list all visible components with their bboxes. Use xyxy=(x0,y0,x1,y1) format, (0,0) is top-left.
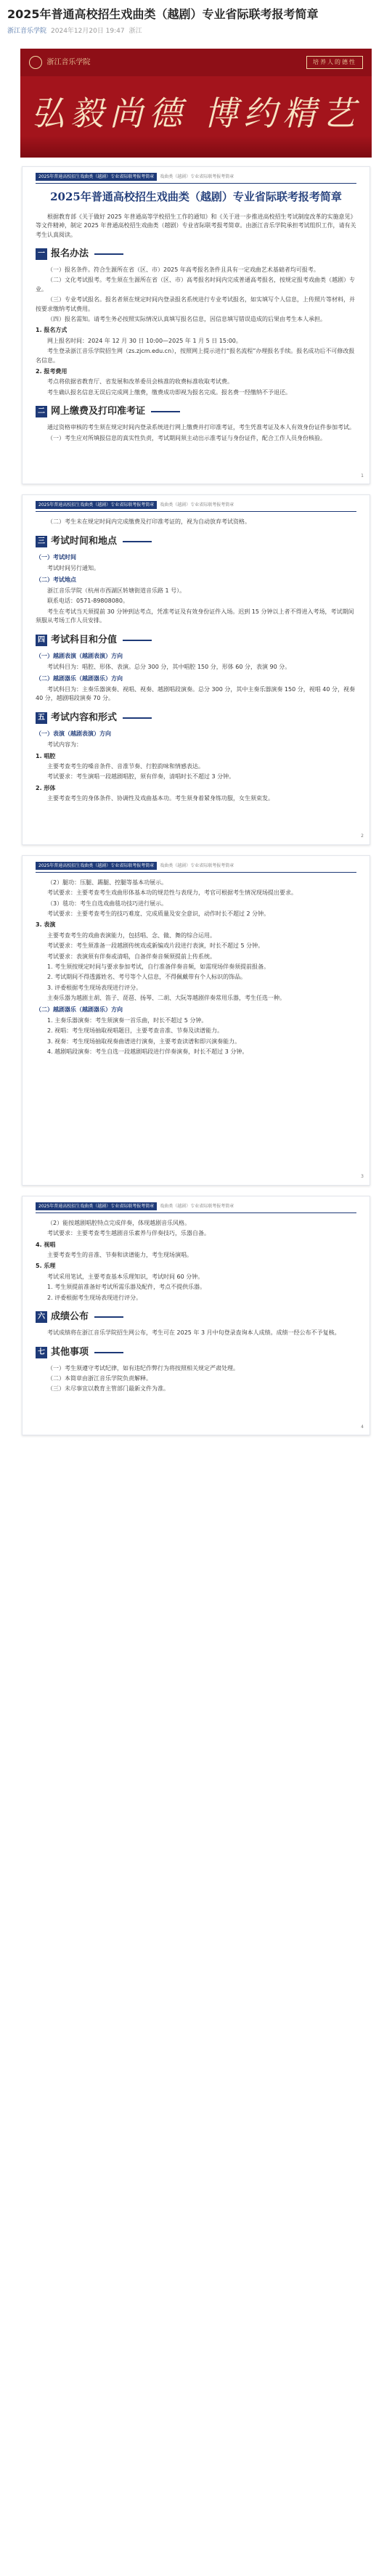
logo-text: 浙江音乐学院 xyxy=(46,57,91,66)
paragraph: （一）考生须遵守考试纪律，如有违纪作弊行为将按照相关规定严肃处理。 xyxy=(47,1364,239,1371)
doc-page-3 xyxy=(22,855,370,1186)
section-heading-4 xyxy=(36,633,356,648)
doc-header xyxy=(36,862,356,873)
motto-box: 培养人的德性 xyxy=(306,56,363,69)
paragraph: 考试科目为：主奏乐器演奏、视唱、视奏、越剧唱段演奏。总分 300 分，其中主奏乐器演奏 150 分，视唱 40 分，视奏 40 分，越剧唱段演奏 70 分。 xyxy=(36,685,355,702)
doc-page-2 xyxy=(22,494,370,845)
paragraph: 2. 评委根据考生现场表现进行评分。 xyxy=(47,1294,142,1301)
section-number: 一 xyxy=(36,248,47,260)
section-heading-6 xyxy=(36,1310,356,1324)
blank-area xyxy=(36,1059,356,1175)
blank-area xyxy=(36,805,356,834)
subhead: 4. 视唱 xyxy=(36,1241,56,1248)
section-number: 三 xyxy=(36,536,47,547)
section-number: 六 xyxy=(36,1311,47,1323)
doc-header-crumb: 戏曲类（越剧）专业省际联考报考简章 xyxy=(160,863,234,868)
section-bar xyxy=(123,541,152,542)
paragraph: 考试要求：主要考查考生越剧音乐素养与伴奏技巧，乐器自备。 xyxy=(47,1230,210,1237)
section-bar xyxy=(94,253,123,255)
section-heading-7 xyxy=(36,1345,356,1360)
banner-slogan: 弘毅尚德 博约精艺 xyxy=(30,93,362,133)
item-title: （一）越剧表演（越剧表演）方向 xyxy=(36,652,123,659)
paragraph: （三）未尽事宜以教育主管部门最新文件为准。 xyxy=(47,1385,169,1393)
section-bar xyxy=(123,640,152,641)
paragraph: （二）考生未在规定时间内完成缴费及打印准考证的，视为自动放弃考试资格。 xyxy=(47,518,250,526)
doc-header-crumb: 戏曲类（越剧）专业省际联考报考简章 xyxy=(160,174,234,179)
article-header xyxy=(0,0,392,41)
paragraph: （三）专业考试报名。报名者须在规定时间内登录报名系统进行专业考试报名，如实填写个人信息，上传照片等材料，并按要求缴纳考试费用。 xyxy=(36,296,355,312)
subhead: 2. 形体 xyxy=(36,784,56,791)
doc-header-badge: 2025年普通高校招生戏曲类（越剧）专业省际联考报考简章 xyxy=(36,173,157,181)
paragraph: 考试要求：考生须准备一段越剧传统戏或新编戏片段进行表演，时长不超过 5 分钟。 xyxy=(47,942,264,950)
doc-page-4 xyxy=(22,1196,370,1435)
section-title: 报名办法 xyxy=(51,248,89,259)
page-number: 4 xyxy=(361,1424,364,1430)
doc-header xyxy=(36,1202,356,1213)
section-title: 考试科目和分值 xyxy=(51,634,118,645)
paragraph: 主要考查考生的音准、节奏和读谱能力，考生现场演唱。 xyxy=(47,1252,192,1259)
page-number: 1 xyxy=(361,473,364,478)
subhead: 1. 唱腔 xyxy=(36,752,56,759)
paragraph: 通过资格审核的考生须在规定时间内登录系统进行网上缴费并打印准考证，考生凭准考证及本人有效身份证件参加考试。 xyxy=(47,424,355,431)
paragraph: 网上报名时间：2024 年 12 月 30 日 10:00—2025 年 1 月 5 日 15:00。 xyxy=(47,337,242,344)
subhead: 1. 报名方式 xyxy=(36,327,68,334)
section-number: 五 xyxy=(36,712,47,724)
article-source[interactable]: 浙江音乐学院 xyxy=(7,27,47,35)
item-title: （二）考试地点 xyxy=(36,576,76,583)
paragraph: 考试科目为：唱腔、形体、表演。总分 300 分，其中唱腔 150 分，形体 60 分，表演 90 分。 xyxy=(47,664,291,671)
article-date: 2024年12月20日 19:47 xyxy=(51,27,125,35)
doc-page-1 xyxy=(22,166,370,484)
paragraph: 考试采用笔试，主要考查基本乐理知识，考试时间 60 分钟。 xyxy=(47,1273,204,1280)
paragraph: （2）腿功：压腿、踢腿、控腿等基本功展示。 xyxy=(47,879,168,886)
paragraph: （二）本简章由浙江音乐学院负责解释。 xyxy=(47,1375,152,1382)
section-number: 四 xyxy=(36,635,47,646)
paragraph: 3. 评委根据考生现场表现进行评分。 xyxy=(47,984,142,991)
paragraph: 考生确认报名信息无误后完成网上缴费，缴费成功即视为报名完成。报名费一经缴纳不予退还。 xyxy=(47,388,291,396)
paragraph: 主要考查考生的嗓音条件、音准节奏、行腔韵味和情感表达。 xyxy=(47,763,204,770)
paragraph: 考试内容为： xyxy=(47,741,82,749)
paragraph: 主要考查考生的身体条件、协调性及戏曲基本功。考生须身着紧身练功服，女生须束发。 xyxy=(47,795,274,802)
paragraph: 考试时间另行通知。 xyxy=(47,565,99,572)
doc-header-badge: 2025年普通高校招生戏曲类（越剧）专业省际联考报考简章 xyxy=(36,1202,157,1210)
subhead: 3. 表演 xyxy=(36,921,56,929)
item-title: （一）考试时间 xyxy=(36,553,76,561)
paragraph: 1. 主奏乐器演奏：考生须演奏一首乐曲，时长不超过 5 分钟。 xyxy=(47,1017,208,1024)
page-number: 2 xyxy=(361,833,364,839)
paragraph: （3）毯功：考生自选戏曲毯功技巧进行展示。 xyxy=(47,900,168,907)
paragraph: 考试要求：主要考查考生戏曲形体基本功的规范性与表现力，考官可根据考生情况现场提出要求。 xyxy=(47,889,297,897)
paragraph: 联系电话：0571-89808080。 xyxy=(47,598,128,605)
item-title: （二）越剧器乐（越剧器乐）方向 xyxy=(36,1006,123,1013)
paragraph: 考试要求：表演须有伴奏或清唱，自备伴奏音频须提前上传系统。 xyxy=(47,953,216,960)
paragraph: 主奏乐器为越剧主胡、笛子、琵琶、扬琴、二胡、大阮等越剧伴奏常用乐器，考生任选一种。 xyxy=(47,995,285,1002)
section-heading-5 xyxy=(36,711,356,725)
paragraph: 2. 考试期间不得透露姓名、考号等个人信息，不得佩戴带有个人标识的饰品。 xyxy=(47,974,247,981)
paragraph: 考生登录浙江音乐学院招生网（zs.zjcm.edu.cn），按照网上提示进行“报名流程”办理报名手续。报名成功后不可修改报名信息。 xyxy=(36,348,355,364)
section-bar xyxy=(123,717,152,719)
paragraph: 考生在考试当天须提前 30 分钟到达考点，凭准考证及有效身份证件入场。迟到 15 分钟以上者不得进入考场，考试期间须服从考场工作人员安排。 xyxy=(36,608,354,624)
blank-area xyxy=(36,444,356,473)
banner xyxy=(20,49,372,158)
subhead: 5. 乐理 xyxy=(36,1263,56,1270)
paragraph: （2）能按越剧唱腔特点完成伴奏，体现越剧音乐风格。 xyxy=(47,1219,191,1226)
paragraph: 考试要求：考生演唱一段越剧唱腔，须有伴奏，清唱时长不超过 3 分钟。 xyxy=(47,773,235,780)
paragraph: 考点将依据省教育厅、省发展和改革委员会核准的收费标准收取考试费。 xyxy=(47,378,233,386)
article-title: 2025年普通高校招生戏曲类（越剧）专业省际联考报考简章 xyxy=(7,7,319,21)
banner-sweep xyxy=(20,136,372,158)
paragraph: （一）报名条件。符合生源所在省（区、市）2025 年高考报名条件且具有一定戏曲艺术基础者均可报考。 xyxy=(47,266,319,274)
section-heading-2 xyxy=(36,404,356,419)
paragraph: （二）文化考试报考。考生须在生源所在省（区、市）高考报名时间内完成普通高考报名，按规定报考戏曲类（越剧）专业。 xyxy=(36,277,355,293)
paragraph: 考试要求：主要考查考生的技巧难度、完成质量及安全意识，动作时长不超过 2 分钟。 xyxy=(47,910,270,918)
section-number: 二 xyxy=(36,406,47,417)
paragraph: 浙江音乐学院（杭州市西湖区转塘街道音乐路 1 号）。 xyxy=(47,587,186,595)
page-number: 3 xyxy=(361,1174,364,1180)
doc-header-badge: 2025年普通高校招生戏曲类（越剧）专业省际联考报考简章 xyxy=(36,862,157,870)
paragraph: 1. 考生须按规定时间与要求参加考试，自行准备伴奏音频，如需现场伴奏须提前报备。 xyxy=(47,963,270,971)
section-number: 七 xyxy=(36,1347,47,1358)
paragraph: 4. 越剧唱段演奏：考生自选一段越剧唱段进行伴奏演奏，时长不超过 3 分钟。 xyxy=(47,1048,248,1056)
doc-header-crumb: 戏曲类（越剧）专业省际联考报考简章 xyxy=(160,1203,234,1209)
section-title: 成绩公布 xyxy=(51,1311,89,1322)
paragraph: 主要考查考生的戏曲表演能力，包括唱、念、做、舞的综合运用。 xyxy=(47,932,216,939)
section-heading-3 xyxy=(36,534,356,549)
school-seal-icon xyxy=(29,56,42,69)
logo xyxy=(29,56,91,69)
banner-top xyxy=(20,49,372,76)
section-bar xyxy=(151,411,180,412)
paragraph: 3. 视奏：考生现场抽取视奏曲谱进行演奏，主要考查读谱和即兴演奏能力。 xyxy=(47,1038,241,1045)
paragraph: 2. 视唱：考生现场抽取视唱题目，主要考查音准、节奏及读谱能力。 xyxy=(47,1027,224,1035)
paragraph: （四）报名需知。请考生务必按照实际情况认真填写报名信息，因信息填写错误造成的后果由考生本人承担。 xyxy=(47,316,326,323)
section-heading-1 xyxy=(36,247,356,261)
article-meta xyxy=(7,27,385,37)
doc-title: 2025年普通高校招生戏曲类（越剧）专业省际联考报考简章 xyxy=(50,190,342,204)
item-title: （一）表演（越剧表演）方向 xyxy=(36,730,111,737)
paragraph: 考试成绩将在浙江音乐学院招生网公布，考生可在 2025 年 3 月中旬登录查询本人成绩。成绩一经公布不予复核。 xyxy=(47,1329,340,1337)
doc-header xyxy=(36,501,356,512)
doc-header-crumb: 戏曲类（越剧）专业省际联考报考简章 xyxy=(160,502,234,508)
section-title: 其他事项 xyxy=(51,1346,89,1358)
paragraph: （一）考生应对所填报信息的真实性负责，考试期间须主动出示准考证与身份证件，配合工作人员身份核验。 xyxy=(47,434,326,441)
subhead: 2. 报考费用 xyxy=(36,368,68,375)
section-bar xyxy=(94,1352,123,1353)
section-title: 考试时间和地点 xyxy=(51,535,118,547)
item-title: （二）越剧器乐（越剧器乐）方向 xyxy=(36,674,123,682)
paragraph: 1. 考生须提前准备好考试所需乐器及配件，考点不提供乐器。 xyxy=(47,1284,206,1291)
doc-header xyxy=(36,173,356,184)
intro-paragraph: 根据教育部《关于做好 2025 年普通高等学校招生工作的通知》和《关于进一步推进高校招生考试制度改革的实施意见》等文件精神，制定 2025 年普通高校招生戏曲类（越剧）专业省际联考报考简章。由浙江音乐学院承担考试组织工作，请有关考生认真阅读。 xyxy=(36,213,356,238)
article-region: 浙江 xyxy=(128,27,142,35)
blank-area xyxy=(36,1395,356,1424)
section-bar xyxy=(94,1316,123,1318)
doc-header-badge: 2025年普通高校招生戏曲类（越剧）专业省际联考报考简章 xyxy=(36,501,157,509)
section-title: 考试内容和形式 xyxy=(51,712,118,723)
section-title: 网上缴费及打印准考证 xyxy=(51,406,146,417)
